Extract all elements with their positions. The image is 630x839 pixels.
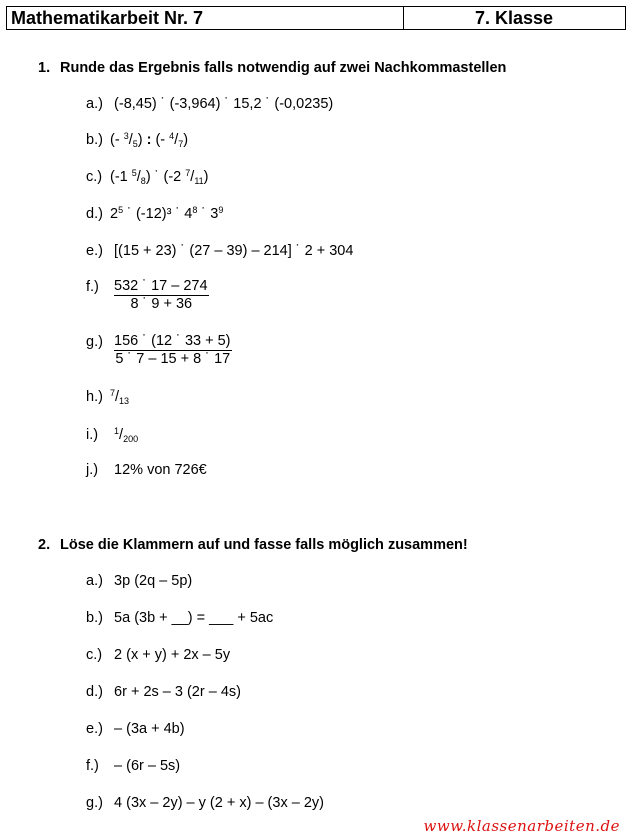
- task2-item-b: [86, 609, 273, 627]
- task1-item-j: [86, 461, 207, 479]
- fraction-denominator: 11: [194, 176, 204, 186]
- exponent: 9: [218, 205, 224, 215]
- item-expression: 12% von 726€: [114, 462, 207, 478]
- fraction-denominator: 5: [132, 139, 138, 149]
- task1-number: 1.: [38, 60, 51, 76]
- fraction-denominator: 13: [119, 396, 130, 406]
- item-label: g.): [86, 795, 103, 811]
- item-expression: 5a (3b + __) = ___ + 5ac: [114, 610, 274, 626]
- item-label: i.): [86, 427, 99, 443]
- task2-item-g: [86, 794, 324, 812]
- task1-heading: [38, 60, 506, 76]
- expr-part: ): [203, 169, 209, 185]
- item-expression: 3p (2q – 5p): [114, 573, 193, 589]
- expr-part: ) ˙ (-2: [145, 169, 186, 185]
- fraction-denominator: 200: [123, 434, 139, 444]
- item-label: j.): [86, 462, 99, 478]
- fraction-numerator: 1: [114, 426, 120, 436]
- exponent: 8: [192, 205, 198, 215]
- task2-heading: [38, 537, 468, 553]
- task2-item-a: [86, 572, 192, 590]
- item-label: b.): [86, 132, 103, 148]
- task1-item-f: [86, 278, 209, 313]
- expr-part: (-: [110, 132, 124, 148]
- item-expression: 4 (3x – 2y) – y (2 + x) – (3x – 2y): [114, 795, 324, 811]
- item-expression: 6r + 2s – 3 (2r – 4s): [114, 684, 241, 700]
- item-label: a.): [86, 96, 103, 112]
- item-label: d.): [86, 684, 103, 700]
- item-label: f.): [86, 758, 99, 774]
- fraction-numerator: 5: [131, 168, 137, 178]
- item-label: e.): [86, 721, 103, 737]
- item-label: d.): [86, 206, 103, 222]
- item-expression: – (3a + 4b): [114, 721, 185, 737]
- header-table: [6, 6, 626, 30]
- task1-item-a: [86, 95, 333, 113]
- task1-item-b: b.) (- $^3/_5$) : (- $^4/_7$): [86, 131, 189, 149]
- item-expression: [(15 + 23) ˙ (27 – 39) – 214] ˙ 2 + 304: [114, 243, 354, 259]
- task1-item-c: c.) (-1 $^5/_8$) ˙ (-2 $^7/_{11}$): [86, 168, 209, 186]
- item-expression: 2 (x + y) + 2x – 5y: [114, 647, 231, 663]
- expr-part: 2: [110, 206, 119, 222]
- fraction-denominator: 8: [140, 176, 146, 186]
- item-label: h.): [86, 389, 103, 405]
- item-expression: (-8,45) ˙ (-3,964) ˙ 15,2 ˙ (-0,0235): [114, 96, 334, 112]
- task2-item-d: [86, 683, 241, 701]
- item-label: g.): [86, 334, 103, 350]
- task1-title: Runde das Ergebnis falls notwendig auf zwei Nachkommastellen: [60, 60, 507, 76]
- expr-part: (-: [151, 132, 170, 148]
- expr-part: ˙ (-12)³ ˙ 4: [123, 206, 193, 222]
- task1-item-d: [86, 205, 223, 223]
- task2-number: 2.: [38, 537, 51, 553]
- worksheet-title: Mathematikarbeit Nr. 7: [7, 7, 404, 29]
- grade-label: 7. Klasse: [474, 8, 553, 28]
- task2-item-e: [86, 720, 185, 738]
- item-label: a.): [86, 573, 103, 589]
- fraction-numerator: 7: [110, 388, 116, 398]
- item-expression: – (6r – 5s): [114, 758, 181, 774]
- task1-item-h: h.) $^7/_{13}$: [86, 388, 130, 406]
- fraction-numerator: 532 ˙ 17 – 274: [114, 278, 208, 294]
- item-label: c.): [86, 169, 103, 185]
- expr-part: ): [183, 132, 189, 148]
- fraction: [114, 278, 209, 313]
- fraction-denominator: 8 ˙ 9 + 36: [130, 296, 193, 312]
- expr-part: ˙ 3: [197, 206, 219, 222]
- fraction-numerator: 7: [185, 168, 191, 178]
- fraction-numerator: 156 ˙ (12 ˙ 33 + 5): [114, 333, 231, 349]
- task2-title: Löse die Klammern auf und fasse falls möglich zusammen!: [60, 537, 468, 553]
- fraction-denominator: 7: [178, 139, 184, 149]
- task2-item-c: [86, 646, 230, 664]
- fraction-numerator: 4: [169, 131, 175, 141]
- expr-part: ): [137, 132, 147, 148]
- item-label: f.): [86, 279, 99, 295]
- task2-item-f: [86, 757, 180, 775]
- item-label: c.): [86, 647, 103, 663]
- exponent: 5: [118, 205, 124, 215]
- item-label: e.): [86, 243, 103, 259]
- item-label: b.): [86, 610, 103, 626]
- task1-item-i: i.) $^1/_{200}$: [86, 426, 139, 444]
- task1-item-g: [86, 333, 232, 368]
- watermark-link: www.klassenarbeiten.de: [423, 817, 620, 835]
- fraction-denominator: 5 ˙ 7 – 15 + 8 ˙ 17: [115, 351, 231, 367]
- task1-item-e: [86, 242, 353, 260]
- division-operator: :: [146, 132, 152, 148]
- fraction-numerator: 3: [123, 131, 129, 141]
- fraction: [114, 333, 231, 368]
- expr-part: (-1: [110, 169, 132, 185]
